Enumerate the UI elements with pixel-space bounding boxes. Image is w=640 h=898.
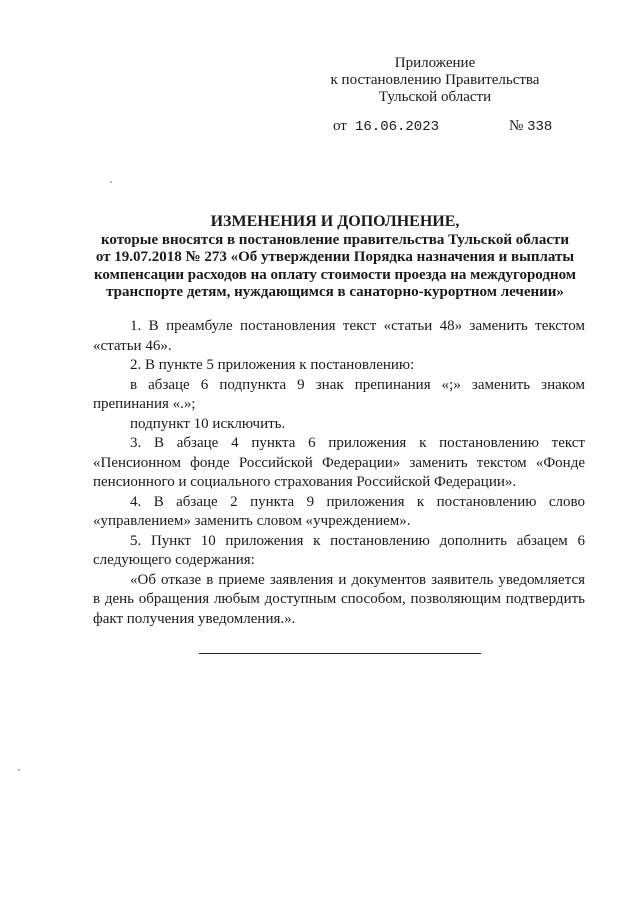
paragraph-1: 1. В преамбуле постановления текст «статьи 48» заменить текстом «статьи 46». <box>93 318 585 354</box>
paragraph-2b: подпункт 10 исключить. <box>130 415 286 432</box>
title-line-2: от 19.07.2018 № 273 «Об утверждении Порядка назначения и выплаты <box>95 249 575 265</box>
scan-speck <box>18 769 20 771</box>
scan-speck <box>110 181 112 183</box>
title-heading: ИЗМЕНЕНИЯ И ДОПОЛНЕНИЕ, <box>210 213 460 230</box>
document-date: 16.06.2023 <box>355 119 440 135</box>
number-sign: № <box>509 118 524 134</box>
paragraph-2a: в абзаце 6 подпункта 9 знак препинания «;» заменить знаком препинания «.»; <box>93 376 585 412</box>
title-line-4: транспорте детям, нуждающимся в санаторно-курортном лечении» <box>106 284 564 300</box>
paragraph-2: 2. В пункте 5 приложения к постановлению: <box>130 357 415 373</box>
paragraph-3: 3. В абзаце 4 пункта 6 приложения к постановлению текст «Пенсионном фонде Российской Федерации» заменить текстом «Фонде пенсионного и социального страхования Российской Федерации». <box>93 435 585 490</box>
title-line-1: которые вносятся в постановление правительства Тульской области <box>100 231 570 248</box>
date-number-line <box>333 118 573 138</box>
appendix-resolution: к постановлению Правительства <box>330 72 540 88</box>
paragraph-5: 5. Пункт 10 приложения к постановлению дополнить абзацем 6 следующего содержания: <box>93 532 585 568</box>
paragraph-5-quote: «Об отказе в приеме заявления и документов заявитель уведомляется в день обращения любым доступным способом, позволяющим подтвердить факт получения уведомления.». <box>93 571 585 627</box>
appendix-region: Тульской области <box>378 89 492 105</box>
title-line-3: компенсации расходов на оплату стоимости проезда на междугородном <box>93 266 577 283</box>
date-prefix: от <box>333 118 347 134</box>
document-number <box>509 118 552 135</box>
document-title <box>80 213 590 302</box>
document-body <box>93 317 585 629</box>
appendix-label: Приложение <box>394 55 476 71</box>
appendix-header <box>300 55 570 106</box>
number-value: 338 <box>527 119 553 135</box>
closing-rule <box>199 653 481 654</box>
paragraph-4: 4. В абзаце 2 пункта 9 приложения к постановлению слово «управлением» заменить словом «учреждением». <box>93 493 585 529</box>
